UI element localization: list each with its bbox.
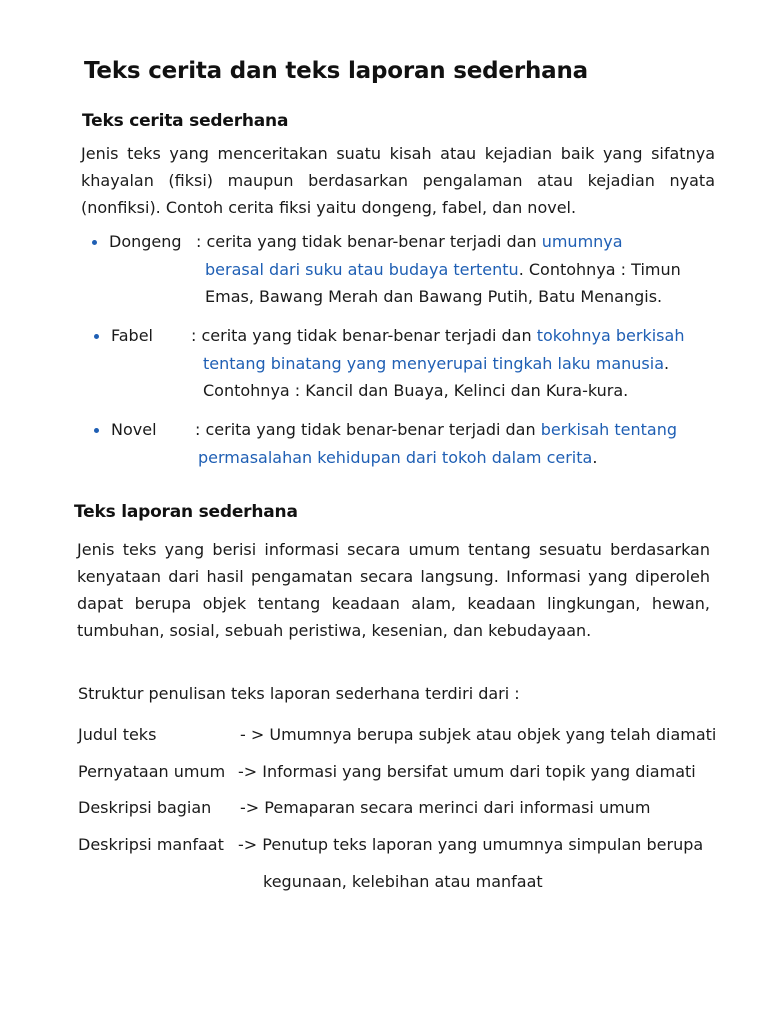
bullet-icon: [92, 240, 97, 245]
struktur-term-deskripsi-bagian: Deskripsi bagian: [78, 798, 212, 817]
struktur-intro: Struktur penulisan teks laporan sederhana terdiri dari :: [78, 684, 520, 703]
laporan-intro: Jenis teks yang berisi informasi secara umum tentang sesuatu berdasarkan kenyataan dari hasil pengamatan secara langsung. Informasi yang diperoleh dapat berupa objek tentang keadaan alam, keadaan lingkungan, hewan, tumbuhan, sosial, sebuah peristiwa, kesenian, dan kebudayaan.: [77, 540, 710, 640]
struktur-term-deskripsi-manfaat: Deskripsi manfaat: [78, 835, 224, 854]
struktur-desc-deskripsi-bagian: -> Pemaparan secara merinci dari informasi umum: [240, 798, 651, 817]
term-dongeng: Dongeng: [109, 232, 182, 251]
def-dongeng-line2: berasal dari suku atau budaya tertentu. Contohnya : Timun: [205, 260, 681, 279]
term-fabel: Fabel: [111, 326, 153, 345]
struktur-desc-deskripsi-manfaat-cont: kegunaan, kelebihan atau manfaat: [263, 872, 543, 891]
struktur-desc-judul: - > Umumnya berupa subjek atau objek yang telah diamati: [240, 725, 717, 744]
def-dongeng-line1: : cerita yang tidak benar-benar terjadi dan umumnya: [196, 232, 623, 251]
struktur-term-pernyataan: Pernyataan umum: [78, 762, 226, 781]
page-title: Teks cerita dan teks laporan sederhana: [84, 58, 588, 84]
def-novel-line1: : cerita yang tidak benar-benar terjadi dan berkisah tentang: [195, 420, 677, 439]
def-fabel-line1: : cerita yang tidak benar-benar terjadi dan tokohnya berkisah: [191, 326, 685, 345]
cerita-intro: Jenis teks yang menceritakan suatu kisah atau kejadian baik yang sifatnya khayalan (fiksi) maupun berdasarkan pengalaman atau kejadian nyata (nonfiksi). Contoh cerita fiksi yaitu dongeng, fabel, dan novel.: [81, 144, 715, 217]
def-dongeng-line3: Emas, Bawang Merah dan Bawang Putih, Batu Menangis.: [205, 287, 663, 306]
def-fabel-line2: tentang binatang yang menyerupai tingkah laku manusia.: [203, 354, 670, 373]
bullet-icon: [94, 428, 99, 433]
section-heading-laporan: Teks laporan sederhana: [74, 502, 298, 522]
section-heading-cerita: Teks cerita sederhana: [82, 111, 289, 131]
struktur-term-judul: Judul teks: [78, 725, 157, 744]
def-fabel-line3: Contohnya : Kancil dan Buaya, Kelinci dan Kura-kura.: [203, 381, 629, 400]
def-novel-line2: permasalahan kehidupan dari tokoh dalam cerita.: [198, 448, 598, 467]
struktur-desc-pernyataan: -> Informasi yang bersifat umum dari topik yang diamati: [238, 762, 696, 781]
term-novel: Novel: [111, 420, 157, 439]
bullet-icon: [94, 334, 99, 339]
struktur-desc-deskripsi-manfaat: -> Penutup teks laporan yang umumnya simpulan berupa: [238, 835, 704, 854]
